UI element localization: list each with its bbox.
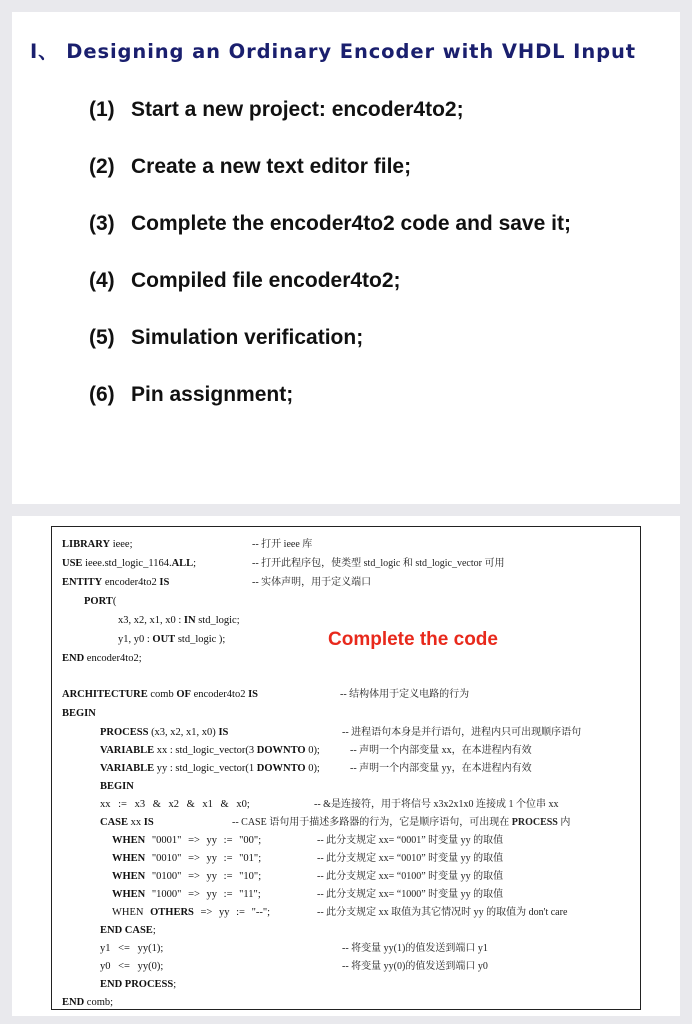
code-line-when: WHEN "0010" => yy := "01";	[112, 853, 262, 864]
code-comment: -- 声明一个内部变量 xx，在本进程内有效	[350, 745, 532, 756]
code-comment: -- 此分支规定 xx= “0001” 时变量 yy 的取值	[317, 835, 504, 846]
code-comment: -- 此分支规定 xx= “0010” 时变量 yy 的取值	[317, 853, 504, 864]
code-comment: -- &是连接符，用于将信号 x3x2x1x0 连接成 1 个位串 xx	[314, 799, 559, 810]
step-number: (4)	[89, 269, 115, 292]
step-number: (6)	[89, 383, 115, 406]
code-comment: -- 此分支规定 xx= “0100” 时变量 yy 的取值	[317, 871, 504, 882]
code-line-case: CASE xx IS	[100, 817, 154, 828]
code-comment: -- 打开此程序包，使类型 std_logic 和 std_logic_vector 可用	[252, 558, 505, 569]
code-comment: -- 进程语句本身是并行语句，进程内只可出现顺序语句	[342, 727, 582, 738]
code-line-end-entity: END encoder4to2;	[62, 653, 142, 664]
step-item	[89, 98, 571, 155]
step-text: Simulation verification;	[131, 326, 364, 349]
code-line-variable-yy: VARIABLE yy : std_logic_vector(1 DOWNTO 0);	[100, 763, 320, 774]
code-line-concat: xx := x3 & x2 & x1 & x0;	[100, 799, 250, 810]
code-line-end-case: END CASE;	[100, 925, 156, 936]
complete-the-code-label: Complete the code	[328, 629, 498, 650]
code-line-end-architecture: END comb;	[62, 997, 114, 1008]
code-line-when-others: WHEN OTHERS => yy := "--";	[112, 907, 271, 918]
step-number: (2)	[89, 155, 115, 178]
code-card	[12, 516, 680, 1016]
slide-title: I、 Designing an Ordinary Encoder with VHDL Input	[30, 40, 636, 63]
code-line-architecture: ARCHITECTURE comb OF encoder4to2 IS	[62, 689, 259, 700]
step-list	[89, 98, 571, 440]
step-number: (3)	[89, 212, 115, 235]
step-text: Create a new text editor file;	[131, 155, 412, 178]
code-comment: -- 声明一个内部变量 yy，在本进程内有效	[350, 763, 532, 774]
step-text: Complete the encoder4to2 code and save it;	[131, 212, 571, 235]
code-line-inputs: x3, x2, x1, x0 : IN std_logic;	[118, 615, 240, 626]
code-line-end-process: END PROCESS;	[100, 979, 177, 990]
instructions-card	[12, 12, 680, 504]
step-item	[89, 269, 571, 326]
code-comment: -- 打开 ieee 库	[252, 539, 313, 550]
code-line-entity: ENTITY encoder4to2 IS	[62, 577, 170, 588]
step-item	[89, 326, 571, 383]
step-item	[89, 155, 571, 212]
code-comment: -- 实体声明，用于定义端口	[252, 577, 372, 588]
code-comment: -- 结构体用于定义电路的行为	[340, 689, 470, 700]
code-line-port: PORT(	[84, 596, 117, 607]
code-line-when: WHEN "1000" => yy := "11";	[112, 889, 261, 900]
code-line-begin-process: BEGIN	[100, 781, 134, 792]
code-line-when: WHEN "0001" => yy := "00";	[112, 835, 262, 846]
code-line-variable-xx: VARIABLE xx : std_logic_vector(3 DOWNTO 0);	[100, 745, 320, 756]
code-comment: -- CASE 语句用于描述多路器的行为，它是顺序语句，可出现在 PROCESS 内	[232, 817, 571, 828]
code-comment: -- 将变量 yy(0)的值发送到端口 y0	[342, 961, 488, 972]
code-line-use: USE ieee.std_logic_1164.ALL;	[62, 558, 197, 569]
code-line-assign-y1: y1 <= yy(1);	[100, 943, 164, 954]
step-number: (1)	[89, 98, 115, 121]
step-text: Compiled file encoder4to2;	[131, 269, 401, 292]
code-line-library: LIBRARY ieee;	[62, 539, 133, 550]
code-line-process: PROCESS (x3, x2, x1, x0) IS	[100, 727, 229, 738]
step-number: (5)	[89, 326, 115, 349]
step-item	[89, 383, 571, 440]
step-item	[89, 212, 571, 269]
vhdl-code-listing	[51, 526, 641, 1010]
code-line-when: WHEN "0100" => yy := "10";	[112, 871, 262, 882]
code-comment: -- 此分支规定 xx 取值为其它情况时 yy 的取值为 don't care	[317, 907, 568, 918]
step-text: Start a new project: encoder4to2;	[131, 98, 464, 121]
code-comment: -- 将变量 yy(1)的值发送到端口 y1	[342, 943, 488, 954]
code-line-outputs: y1, y0 : OUT std_logic );	[118, 634, 226, 645]
step-text: Pin assignment;	[131, 383, 294, 406]
code-line-assign-y0: y0 <= yy(0);	[100, 961, 164, 972]
code-line-begin: BEGIN	[62, 708, 96, 719]
code-comment: -- 此分支规定 xx= “1000” 时变量 yy 的取值	[317, 889, 504, 900]
